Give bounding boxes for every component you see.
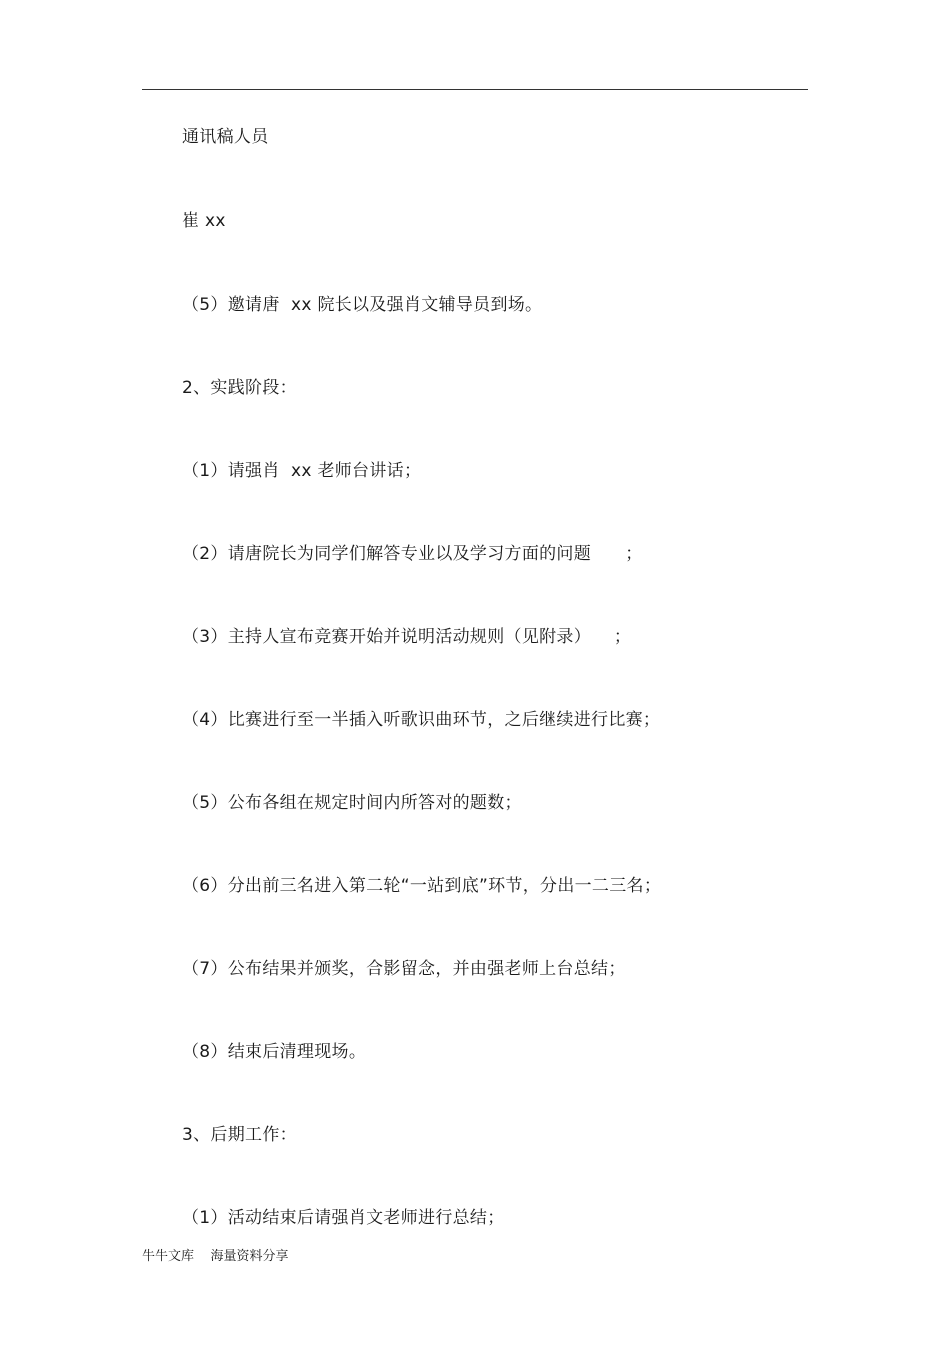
paragraph-step-3: （3）主持人宣布竞赛开始并说明活动规则（见附录） ； [182, 627, 632, 647]
paragraph-step-4: （4）比赛进行至一半插入听歌识曲环节，之后继续进行比赛； [182, 710, 661, 730]
paragraph-step-8: （8）结束后清理现场。 [182, 1042, 367, 1062]
paragraph-followup-step-1: （1）活动结束后请强肖文老师进行总结； [182, 1208, 505, 1228]
paragraph-step-2: （2）请唐院长为同学们解答专业以及学习方面的问题 ； [182, 544, 643, 564]
paragraph-step-1: （1）请强肖 xx 老师台讲话； [182, 461, 422, 481]
paragraph-staff-heading: 通讯稿人员 [182, 127, 269, 147]
paragraph-section-practice: 2、实践阶段： [182, 378, 297, 398]
paragraph-step-6: （6）分出前三名进入第二轮“一站到底”环节，分出一二三名； [182, 876, 662, 896]
paragraph-section-followup: 3、后期工作： [182, 1125, 297, 1145]
page-footer: 牛牛文库 海量资料分享 [142, 1249, 289, 1264]
paragraph-invite: （5）邀请唐 xx 院长以及强肖文辅导员到场。 [182, 295, 543, 315]
paragraph-step-7: （7）公布结果并颁奖，合影留念，并由强老师上台总结； [182, 959, 626, 979]
header-rule [142, 89, 808, 90]
paragraph-staff-name: 崔 xx [182, 211, 226, 231]
paragraph-step-5: （5）公布各组在规定时间内所答对的题数； [182, 793, 522, 813]
